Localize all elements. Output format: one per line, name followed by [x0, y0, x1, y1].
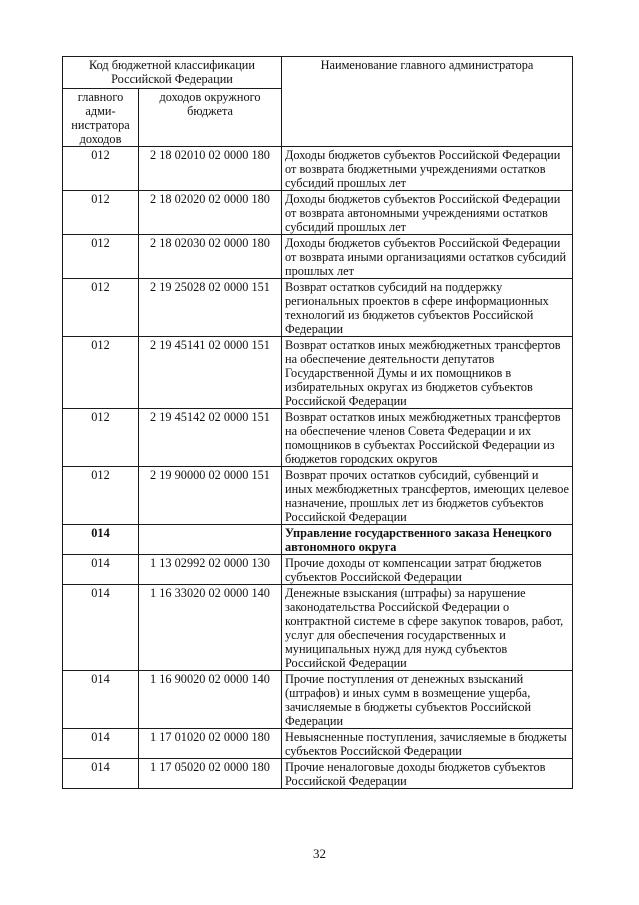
income-code: 2 18 02010 02 0000 180: [139, 147, 282, 191]
administrator-code: 012: [63, 279, 139, 337]
income-code: 2 18 02030 02 0000 180: [139, 235, 282, 279]
table-row: [63, 671, 573, 729]
table-row: [63, 409, 573, 467]
income-code: 1 16 33020 02 0000 140: [139, 585, 282, 671]
income-code: 2 18 02020 02 0000 180: [139, 191, 282, 235]
revenue-administrators-table: [62, 56, 573, 789]
table-row: [63, 147, 573, 191]
administrator-name: Прочие неналоговые доходы бюджетов субъектов Российской Федерации: [282, 759, 573, 789]
income-code: [139, 525, 282, 555]
administrator-code: 014: [63, 729, 139, 759]
administrator-code: 014: [63, 525, 139, 555]
administrator-name: Возврат остатков субсидий на поддержку региональных проектов в сфере информационных технологий из бюджетов субъектов Российской Федерации: [282, 279, 573, 337]
header-main-administrator: главного адми-нистратора доходов: [63, 89, 139, 147]
administrator-name: Невыясненные поступления, зачисляемые в бюджеты субъектов Российской Федерации: [282, 729, 573, 759]
administrator-name: Возврат остатков иных межбюджетных трансфертов на обеспечение деятельности депутатов Государственной Думы и их помощников в избирательных округах из бюджетов субъектов Российской Федерации: [282, 337, 573, 409]
administrator-code: 012: [63, 409, 139, 467]
income-code: 2 19 90000 02 0000 151: [139, 467, 282, 525]
income-code: 2 19 45141 02 0000 151: [139, 337, 282, 409]
table-row: [63, 467, 573, 525]
administrator-code: 012: [63, 337, 139, 409]
table-row: [63, 337, 573, 409]
header-budget-classification: Код бюджетной классификации Российской Федерации: [63, 57, 282, 89]
table-row: [63, 585, 573, 671]
administrator-name: Доходы бюджетов субъектов Российской Федерации от возврата иными организациями остатков субсидий прошлых лет: [282, 235, 573, 279]
page-number: 32: [313, 846, 326, 861]
table-body: [63, 147, 573, 789]
administrator-code: 012: [63, 467, 139, 525]
income-code: 1 17 01020 02 0000 180: [139, 729, 282, 759]
administrator-name: Управление государственного заказа Ненецкого автономного округа: [282, 525, 573, 555]
income-code: 1 16 90020 02 0000 140: [139, 671, 282, 729]
table-row: [63, 759, 573, 789]
table-row: [63, 729, 573, 759]
section-header-row: [63, 525, 573, 555]
income-code: 2 19 45142 02 0000 151: [139, 409, 282, 467]
income-code: 1 17 05020 02 0000 180: [139, 759, 282, 789]
administrator-name: Возврат остатков иных межбюджетных трансфертов на обеспечение членов Совета Федерации и их помощников в субъектах Российской Федерации из бюджетов городских округов: [282, 409, 573, 467]
administrator-code: 014: [63, 585, 139, 671]
administrator-code: 012: [63, 147, 139, 191]
administrator-name: Прочие поступления от денежных взысканий (штрафов) и иных сумм в возмещение ущерба, зачисляемые в бюджеты субъектов Российской Федерации: [282, 671, 573, 729]
table-row: [63, 235, 573, 279]
administrator-code: 014: [63, 759, 139, 789]
table-row: [63, 191, 573, 235]
header-administrator-name: Наименование главного администратора: [282, 57, 573, 147]
administrator-name: Доходы бюджетов субъектов Российской Федерации от возврата автономными учреждениями остатков субсидий прошлых лет: [282, 191, 573, 235]
header-district-budget-income: доходов окружного бюджета: [139, 89, 282, 147]
table-header-row: [63, 57, 573, 89]
administrator-code: 014: [63, 555, 139, 585]
administrator-name: Доходы бюджетов субъектов Российской Федерации от возврата бюджетными учреждениями остатков субсидий прошлых лет: [282, 147, 573, 191]
administrator-code: 012: [63, 235, 139, 279]
administrator-code: 014: [63, 671, 139, 729]
administrator-name: Возврат прочих остатков субсидий, субвенций и иных межбюджетных трансфертов, имеющих целевое назначение, прошлых лет из бюджетов субъектов Российской Федерации: [282, 467, 573, 525]
income-code: 1 13 02992 02 0000 130: [139, 555, 282, 585]
income-code: 2 19 25028 02 0000 151: [139, 279, 282, 337]
table-row: [63, 279, 573, 337]
administrator-name: Прочие доходы от компенсации затрат бюджетов субъектов Российской Федерации: [282, 555, 573, 585]
administrator-name: Денежные взыскания (штрафы) за нарушение законодательства Российской Федерации о контрактной системе в сфере закупок товаров, работ, услуг для обеспечения государственных и муниципальных нужд для нужд субъектов Российской Федерации: [282, 585, 573, 671]
administrator-code: 012: [63, 191, 139, 235]
table-row: [63, 555, 573, 585]
